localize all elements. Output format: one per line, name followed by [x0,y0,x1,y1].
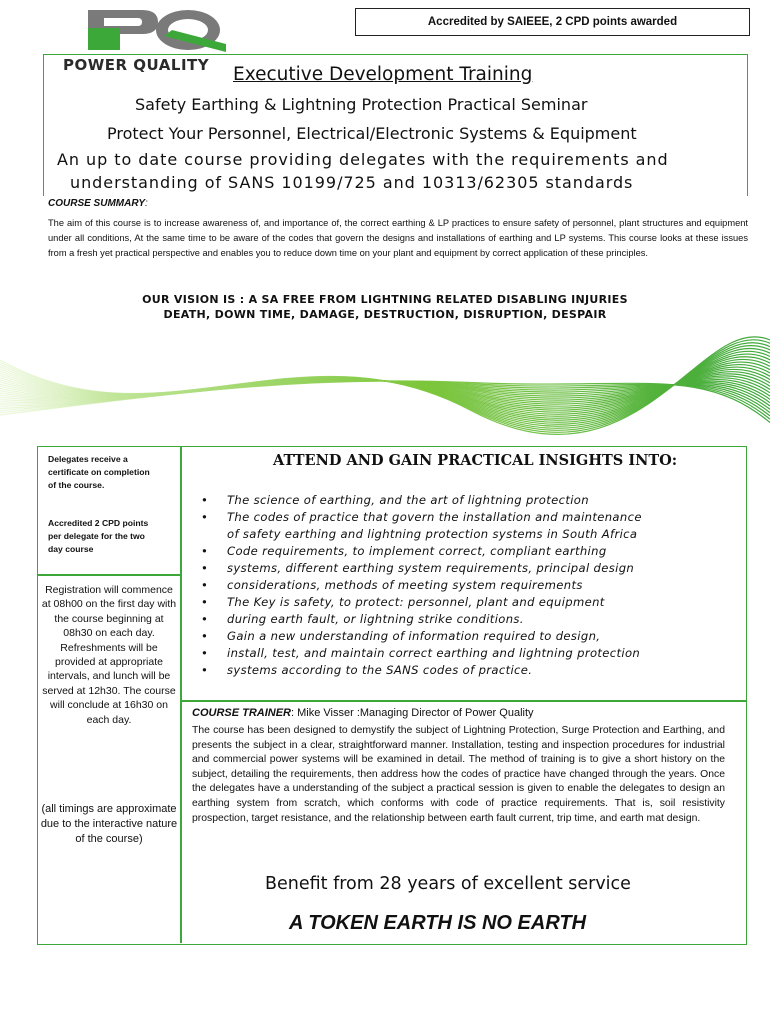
insight-item: • Code requirements, to implement correct, compliant earthing [198,543,738,560]
insight-item: • The science of earthing, and the art of lightning protection [198,492,738,509]
sidebar-divider [37,574,181,576]
insight-item: • Gain a new understanding of information required to design, [198,628,738,645]
vision-statement [40,292,730,322]
vision-line-1: OUR VISION IS : A SA FREE FROM LIGHTNING RELATED DISABLING INJURIES [142,293,628,306]
insight-item: • The codes of practice that govern the installation and maintenance [198,509,738,526]
page-title: Executive Development Training [233,64,533,85]
insight-item: • systems, different earthing system requirements, principal design [198,560,738,577]
slogan: A TOKEN EARTH IS NO EARTH [289,912,587,934]
summary-heading: COURSE SUMMARY: [48,198,148,209]
certificate-note: Delegates receive a certificate on completion of the course. [48,454,150,490]
column-divider [180,447,182,943]
trainer-heading [192,707,534,719]
power-quality-logo-mark [80,6,230,54]
seminar-subtitle: Safety Earthing & Lightning Protection Practical Seminar [135,95,588,114]
accreditation-banner: Accredited by SAIEEE, 2 CPD points awarded [355,8,750,36]
description-line-2: understanding of SANS 10199/725 and 10313/62305 standards [70,173,634,192]
insight-item: • considerations, methods of meeting system requirements [198,577,738,594]
benefit-statement: Benefit from 28 years of excellent service [265,874,631,894]
vision-line-2: DEATH, DOWN TIME, DAMAGE, DESTRUCTION, DISRUPTION, DESPAIR [163,308,607,321]
registration-schedule: Registration will commence at 08h00 on the first day with the course beginning at 08h30 on each day. Refreshments will be provided at appropriate intervals, and lunch will be served at 12h30. The course will conclude at 16h30 on each day. [41,584,177,726]
trainer-divider [180,700,746,702]
cpd-note: Accredited 2 CPD points per delegate for the two day course [48,518,149,554]
trainer-label: COURSE TRAINER [192,707,292,719]
insight-item: • install, test, and maintain correct earthing and lightning protection [198,645,738,662]
summary-text: The aim of this course is to increase awareness of, and importance of, the correct earthing & LP practices to ensure safety of personnel, plant structures and equipment under all conditions, At the same time to be aware of the codes that govern the designs and installations of earthing and LP systems. This course looks at these issues from a fresh yet practical perspective and enables you to reduce down time on your plant and equipment by correct application of these principles. [48,218,748,258]
trainer-description: The course has been designed to demystify the subject of Lightning Protection, Surge Protection and Earthing, and presents the subject in a clear, straightforward manner. Installation, testing and inspection procedures for industrial and commercial power systems will be examined in detail. The method of training is to give a short history on the subject, detailing the requirements, then address how the codes of practice have changed through the years. Once the delegates have a understanding of the subject a practical session is given to enable the delegates to design an earthing system from scratch, which conforms with code of practice requirements. That is, soil resistivity prospection, target resistance, and the relationship between earth fault current, trip time, and earth mat design. [192,725,725,824]
seminar-tagline: Protect Your Personnel, Electrical/Electronic Systems & Equipment [107,124,637,143]
insight-item: of safety earthing and lightning protection systems in South Africa [227,527,638,541]
insights-heading: ATTEND AND GAIN PRACTICAL INSIGHTS INTO: [273,452,678,469]
brand-name: POWER QUALITY [63,56,210,74]
trainer-name: : Mike Visser :Managing Director of Power Quality [291,707,534,719]
description-line-1: An up to date course providing delegates with the requirements and [57,150,669,169]
insight-item: • systems according to the SANS codes of practice. [198,662,738,679]
insights-list [198,492,738,679]
insight-item: • The Key is safety, to protect: personnel, plant and equipment [198,594,738,611]
timings-note: (all timings are approximate due to the interactive nature of the course) [40,803,178,845]
decorative-wave-graphic [0,300,770,470]
insight-item: • during earth fault, or lightning strike conditions. [198,611,738,628]
